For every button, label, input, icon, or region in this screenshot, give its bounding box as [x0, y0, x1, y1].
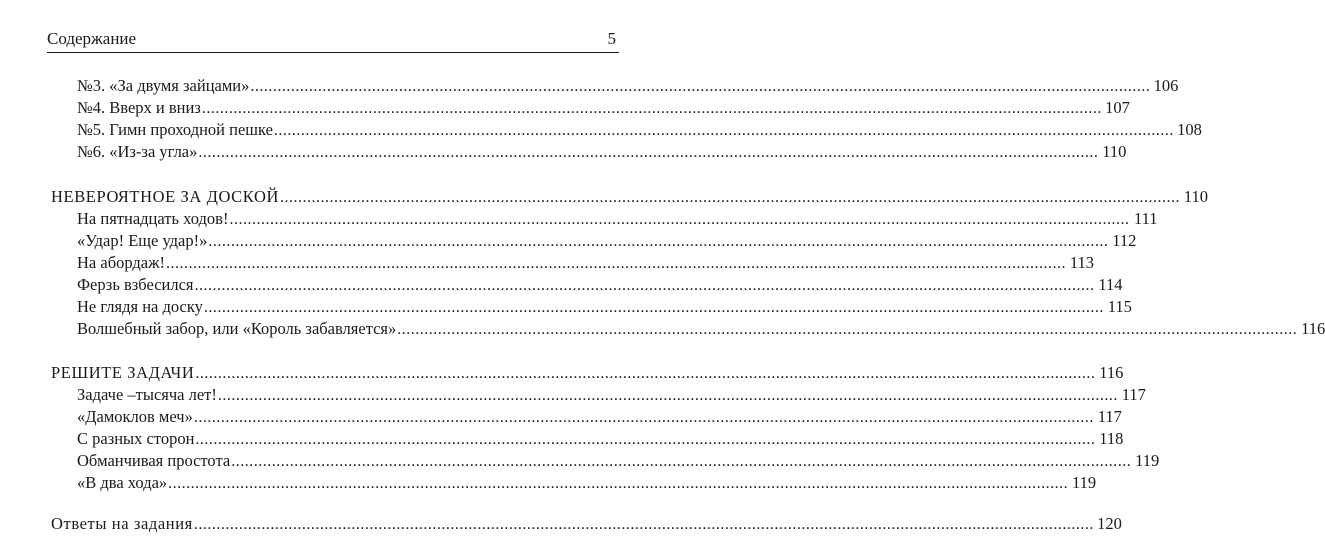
leader-dots: ........................................................................................................................................................................................................	[250, 78, 1151, 95]
toc-entry	[77, 141, 1127, 163]
toc-entry-title: Задаче –тысяча лет!	[77, 385, 217, 404]
leader-dots: ........................................................................................................................................................................................................	[201, 100, 1102, 117]
toc-entry-page: 118	[1099, 429, 1124, 448]
toc-entry	[77, 208, 1158, 230]
toc-entry-page: 110	[1102, 142, 1127, 161]
running-header	[47, 28, 619, 53]
leader-dots: ........................................................................................................................................................................................................	[193, 409, 1094, 426]
toc-section-title: НЕВЕРОЯТНОЕ ЗА ДОСКОЙ	[51, 187, 280, 206]
toc-entry	[77, 406, 1122, 428]
toc-entry-title: С разных сторон	[77, 429, 195, 448]
toc-entry-title: Ферзь взбесился	[77, 275, 194, 294]
toc-entry-page: 117	[1121, 385, 1146, 404]
leader-dots: ........................................................................................................................................................................................................	[194, 277, 1095, 294]
toc-entry	[77, 428, 1124, 450]
leader-dots: ........................................................................................................................................................................................................	[168, 475, 1069, 492]
leader-dots: ........................................................................................................................................................................................................	[208, 233, 1109, 250]
toc-entry-title: Обманчивая простота	[77, 451, 231, 470]
toc-entry-title: №5. Гимн проходной пешке	[77, 120, 273, 139]
toc-entry	[77, 97, 1130, 119]
leader-dots: ........................................................................................................................................................................................................	[280, 189, 1181, 206]
toc-entry-title: №3. «За двумя зайцами»	[77, 76, 250, 95]
leader-dots: ........................................................................................................................................................................................................	[203, 299, 1104, 316]
toc-entry-page: 112	[1112, 231, 1137, 250]
toc-entry	[77, 296, 1132, 318]
leader-dots: ........................................................................................................................................................................................................	[195, 431, 1096, 448]
toc-section-page: 110	[1183, 187, 1209, 206]
leader-dots: ........................................................................................................................................................................................................	[165, 255, 1066, 272]
toc-entry-page: 117	[1097, 407, 1122, 426]
toc-entry	[77, 274, 1123, 296]
leader-dots: ........................................................................................................................................................................................................	[193, 516, 1094, 533]
toc-entry	[77, 450, 1160, 472]
toc-entry	[77, 318, 1325, 340]
toc-section-title: Ответы на задания	[51, 514, 193, 533]
toc-entry-page: 107	[1105, 98, 1130, 117]
toc-entry-page: 111	[1133, 209, 1158, 228]
toc-entry	[77, 252, 1094, 274]
leader-dots: ........................................................................................................................................................................................................	[273, 122, 1174, 139]
toc-entry-title: «Удар! Еще удар!»	[77, 231, 208, 250]
toc-entry-page: 119	[1072, 473, 1097, 492]
toc-entry	[77, 119, 1202, 141]
toc-entry	[77, 472, 1097, 494]
toc-entry	[77, 230, 1137, 252]
toc-entry-title: «В два хода»	[77, 473, 168, 492]
toc-entry-page: 119	[1135, 451, 1160, 470]
leader-dots: ........................................................................................................................................................................................................	[397, 321, 1298, 338]
toc-section	[51, 186, 1209, 208]
toc-entry	[77, 75, 1179, 97]
leader-dots: ........................................................................................................................................................................................................	[229, 211, 1130, 228]
leader-dots: ........................................................................................................................................................................................................	[231, 453, 1132, 470]
toc-section-page: 120	[1097, 514, 1122, 533]
leader-dots: ........................................................................................................................................................................................................	[217, 387, 1118, 404]
toc-entry-title: Не глядя на доску	[77, 297, 203, 316]
leader-dots: ........................................................................................................................................................................................................	[198, 144, 1099, 161]
toc-entry-title: «Дамоклов меч»	[77, 407, 193, 426]
toc-entry-page: 113	[1069, 253, 1094, 272]
toc-section-page: 116	[1099, 363, 1124, 382]
toc-entry-page: 115	[1107, 297, 1132, 316]
toc-entry-title: На абордаж!	[77, 253, 165, 272]
toc-entry-title: На пятнадцать ходов!	[77, 209, 229, 228]
toc-entry	[77, 384, 1146, 406]
toc-section	[51, 362, 1124, 384]
toc-entry-title: №6. «Из-за угла»	[77, 142, 198, 161]
toc-entry-page: 116	[1301, 319, 1325, 338]
header-page-number: 5	[607, 29, 616, 48]
toc-section	[51, 513, 1122, 535]
toc-entry-page: 106	[1153, 76, 1179, 95]
toc-entry-page: 114	[1098, 275, 1123, 294]
toc-section-title: РЕШИТЕ ЗАДАЧИ	[51, 363, 195, 382]
header-title: Содержание	[47, 29, 137, 48]
toc-entry-title: №4. Вверх и вниз	[77, 98, 201, 117]
leader-dots: ........................................................................................................................................................................................................	[195, 365, 1096, 382]
toc-entry-title: Волшебный забор, или «Король забавляется»	[77, 319, 397, 338]
toc-entry-page: 108	[1177, 120, 1202, 139]
